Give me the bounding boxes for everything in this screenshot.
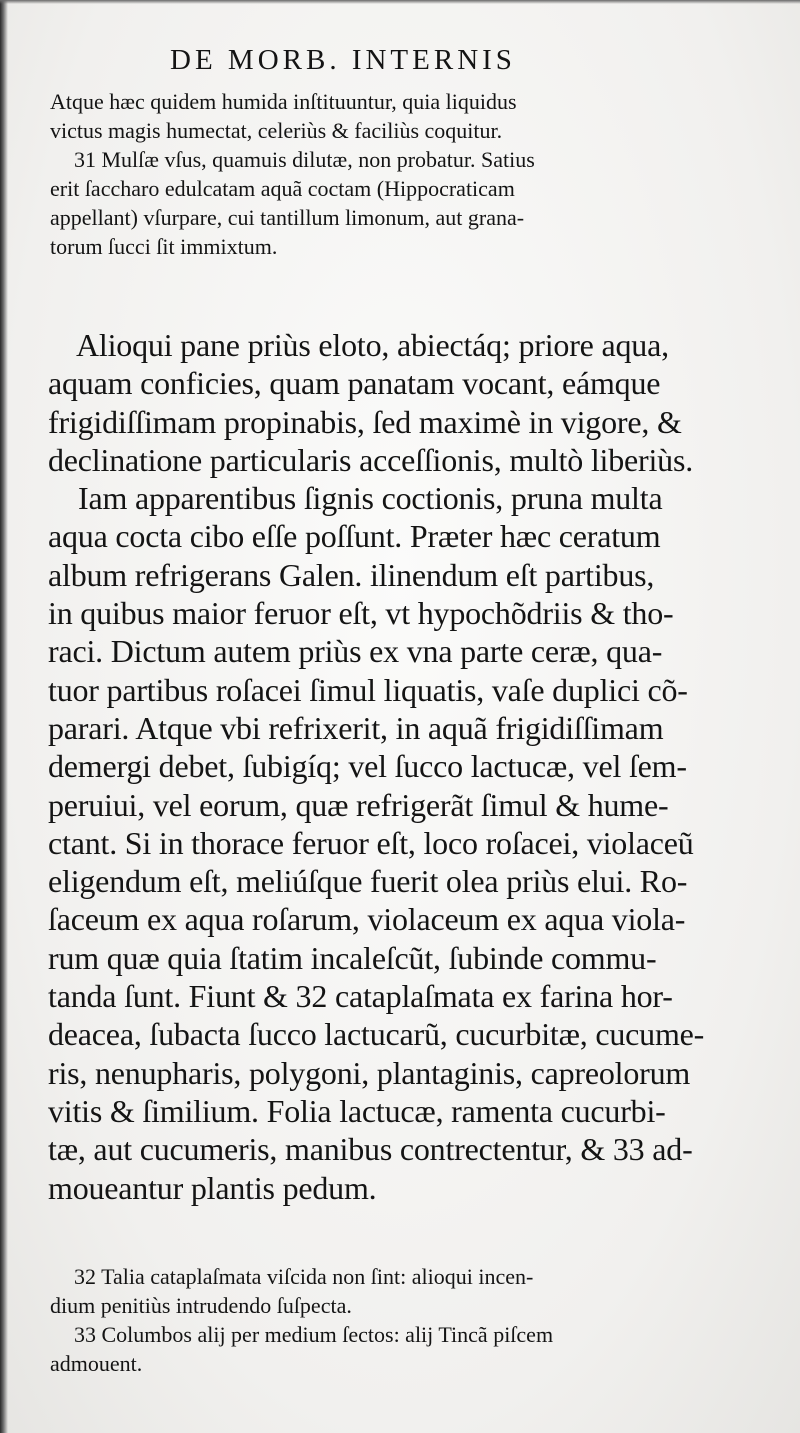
main-text-line: album refrigerans Galen. ilinendum eſt partibus,: [48, 556, 655, 593]
main-text-line: ctant. Si in thorace feruor eſt, loco roſacei, violaceũ: [48, 824, 694, 861]
main-text-line: raci. Dictum autem priùs ex vna parte ceræ, qua-: [48, 633, 663, 670]
main-text-line: frigidiſſimam propinabis, ſed maximè in vigore, &: [48, 403, 682, 440]
annotation-line: victus magis humectat, celeriùs & faciliùs coquitur.: [50, 118, 503, 143]
main-text-line: parari. Atque vbi refrixerit, in aquã frigidiſſimam: [48, 709, 664, 746]
main-text-line: tanda ſunt. Fiunt & 32 cataplaſmata ex farina hor-: [48, 978, 673, 1015]
main-text-line: rum quæ quia ſtatim incaleſcũt, ſubinde commu-: [48, 939, 657, 976]
main-text-line: declinatione particularis acceſſionis, multò liberiùs.: [48, 441, 693, 478]
main-text-line: moueantur plantis pedum.: [48, 1169, 377, 1206]
running-header: DE MORB. INTERNIS: [170, 44, 516, 76]
main-text-block: [48, 326, 788, 1207]
annotation-line: torum ſucci ſit immixtum.: [50, 234, 278, 259]
annotation-line: 32 Talia cataplaſmata viſcida non ſint: alioqui incen-: [74, 1264, 534, 1289]
annotation-line: appellant) vſurpare, cui tantillum limonum, aut grana-: [50, 205, 525, 230]
main-text-line: Alioqui pane priùs eloto, abiectáq; priore aqua,: [76, 327, 669, 363]
main-text-line: tuor partibus roſacei ſimul liquatis, vaſe duplici cõ-: [48, 671, 688, 708]
annotation-line: 33 Columbos alij per medium ſectos: alij Tincã piſcem: [74, 1322, 554, 1347]
main-text-line: ſaceum ex aqua roſarum, violaceum ex aqua viola-: [48, 901, 686, 938]
annotation-line: erit ſaccharo edulcatam aquã coctam (Hippocraticam: [50, 176, 515, 201]
annotation-line: dium penitiùs intrudendo ſuſpecta.: [50, 1293, 352, 1318]
top-annotation-block: [50, 87, 770, 261]
main-text-line: deacea, ſubacta ſucco lactucarũ, cucurbitæ, cucume-: [48, 1016, 705, 1053]
main-text-line: ris, nenupharis, polygoni, plantaginis, capreolorum: [48, 1054, 691, 1091]
main-text-line: aquam conficies, quam panatam vocant, eámque: [48, 365, 661, 402]
page-binding-shadow: [0, 0, 8, 1433]
main-text-line: demergi debet, ſubigíq; vel ſucco lactucæ, vel ſem-: [48, 748, 687, 785]
main-text-line: eligendum eſt, meliúſque fuerit olea priùs elui. Ro-: [48, 863, 688, 900]
page-top-shadow: [0, 0, 800, 4]
annotation-line: 31 Mulſæ vſus, quamuis dilutæ, non probatur. Satius: [74, 147, 535, 172]
annotation-line: admouent.: [50, 1351, 143, 1376]
main-text-line: Iam apparentibus ſignis coctionis, pruna multa: [78, 480, 663, 517]
main-text-line: tæ, aut cucumeris, manibus contrectentur, & 33 ad-: [48, 1131, 693, 1168]
main-text-line: in quibus maior feruor eſt, vt hypochõdriis & tho-: [48, 595, 674, 632]
main-text-line: vitis & ſimilium. Folia lactucæ, ramenta cucurbi-: [48, 1092, 666, 1129]
annotation-line: Atque hæc quidem humida inſtituuntur, quia liquidus: [50, 89, 517, 114]
main-text-line: aqua cocta cibo eſſe poſſunt. Præter hæc ceratum: [48, 518, 661, 555]
main-text-line: peruiui, vel eorum, quæ refrigerãt ſimul & hume-: [48, 786, 669, 823]
bottom-annotation-block: [50, 1262, 770, 1378]
